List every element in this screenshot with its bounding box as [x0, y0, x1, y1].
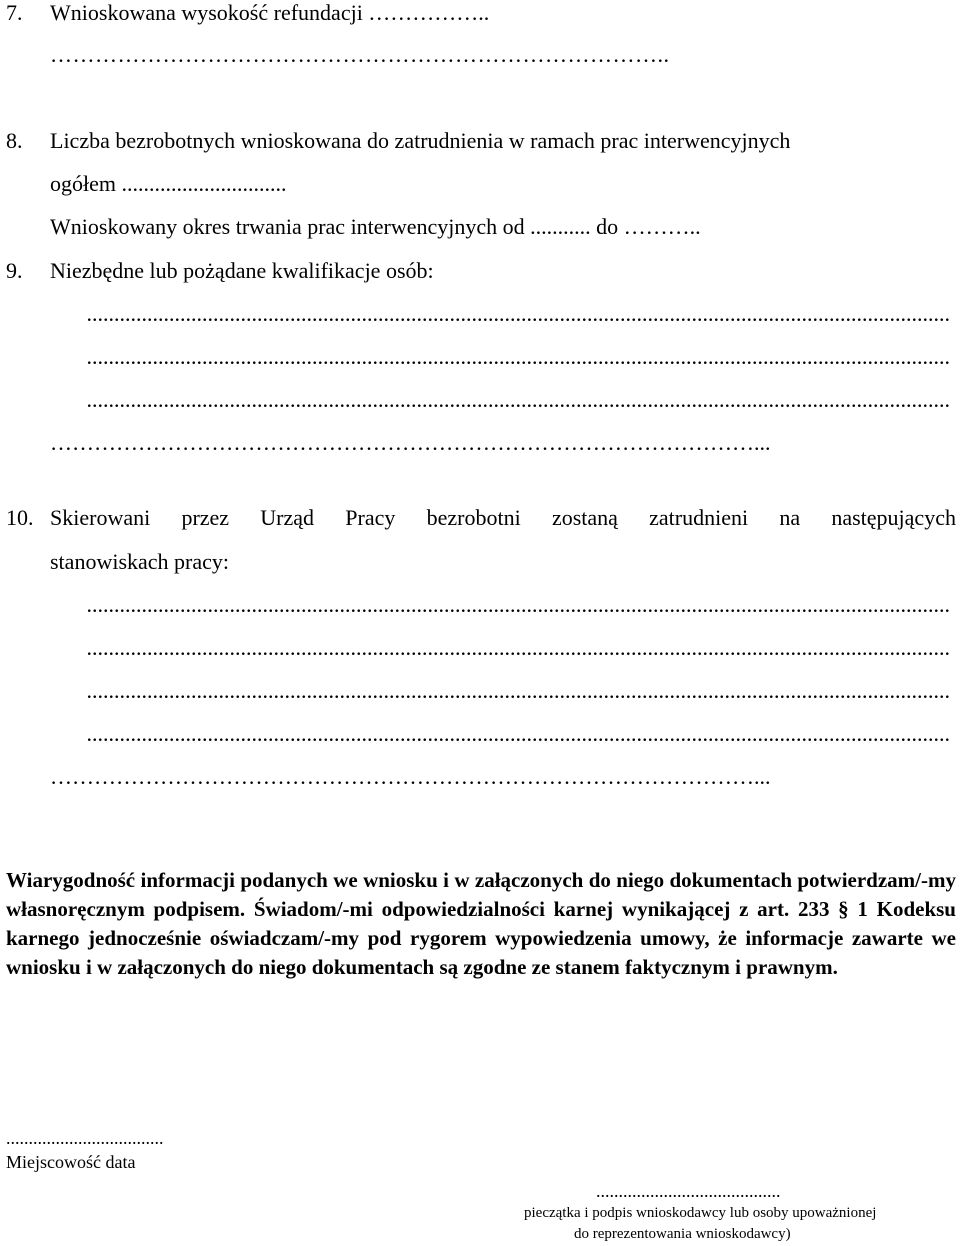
item-10-continuation: stanowiskach pracy: [50, 549, 229, 574]
signature-label-line-1: pieczątka i podpis wnioskodawcy lub osoby upoważnionej [524, 1205, 877, 1221]
signature-dots: ......................................... [596, 1181, 781, 1201]
fill-line: ............................................................................................................................................................. [86, 344, 950, 369]
label-word: Urząd [260, 505, 315, 530]
item-label: Wnioskowana wysokość refundacji …………….. [50, 0, 490, 25]
fill-line: ............................................................................................................................................................. [86, 635, 950, 660]
label-word: zostaną [551, 505, 618, 530]
place-date-label: Miejscowość data [6, 1152, 136, 1172]
fill-line: ............................................................................................................................................................. [86, 387, 950, 412]
item-number: 8. [6, 128, 23, 153]
item-number: 10. [6, 505, 34, 530]
item-label [50, 505, 956, 531]
declaration-paragraph: Wiarygodność informacji podanych we wniosku i w załączonych do niego dokumentach potwierdzam/-my własnoręcznym podpisem. Świadom/-mi odpowiedzialności karnej wynikającej z art. 233 § 1 Kodeksu karnego jednocześnie oświadczam/-my pod rygorem wypowiedzenia umowy, że informacje zawarte we wniosku i w załączonych do niego dokumentach są zgodne ze stanem faktycznym i prawnym. [6, 868, 956, 979]
item-label: Niezbędne lub pożądane kwalifikacje osób: [50, 258, 434, 283]
item-label: Liczba bezrobotnych wnioskowana do zatrudnienia w ramach prac interwencyjnych [50, 128, 791, 153]
signature-label-line-2: do reprezentowania wnioskodawcy) [574, 1226, 791, 1242]
label-word: na [779, 505, 801, 530]
item-8-total: ogółem .............................. [50, 171, 287, 196]
label-word: przez [181, 505, 230, 530]
item-number: 7. [6, 0, 23, 25]
item-8-period: Wnioskowany okres trwania prac interwencyjnych od ........... do ……….. [50, 214, 701, 239]
fill-line: ……………………………………………………………………………………... [50, 764, 771, 789]
label-word: Skierowani [50, 505, 151, 530]
label-word: następujących [831, 505, 956, 530]
fill-line: ……………………………………………………………………………………... [50, 430, 771, 455]
item-number: 9. [6, 258, 23, 283]
place-date-dots: ................................... [6, 1128, 164, 1148]
label-word: Pracy [345, 505, 396, 530]
fill-line: ............................................................................................................................................................. [86, 301, 950, 326]
fill-line: ……………………………………………………………………….. [50, 42, 670, 67]
label-word: bezrobotni [426, 505, 521, 530]
fill-line: ............................................................................................................................................................. [86, 678, 950, 703]
fill-line: ............................................................................................................................................................. [86, 592, 950, 617]
fill-line: ............................................................................................................................................................. [86, 721, 950, 746]
label-word: zatrudnieni [649, 505, 749, 530]
